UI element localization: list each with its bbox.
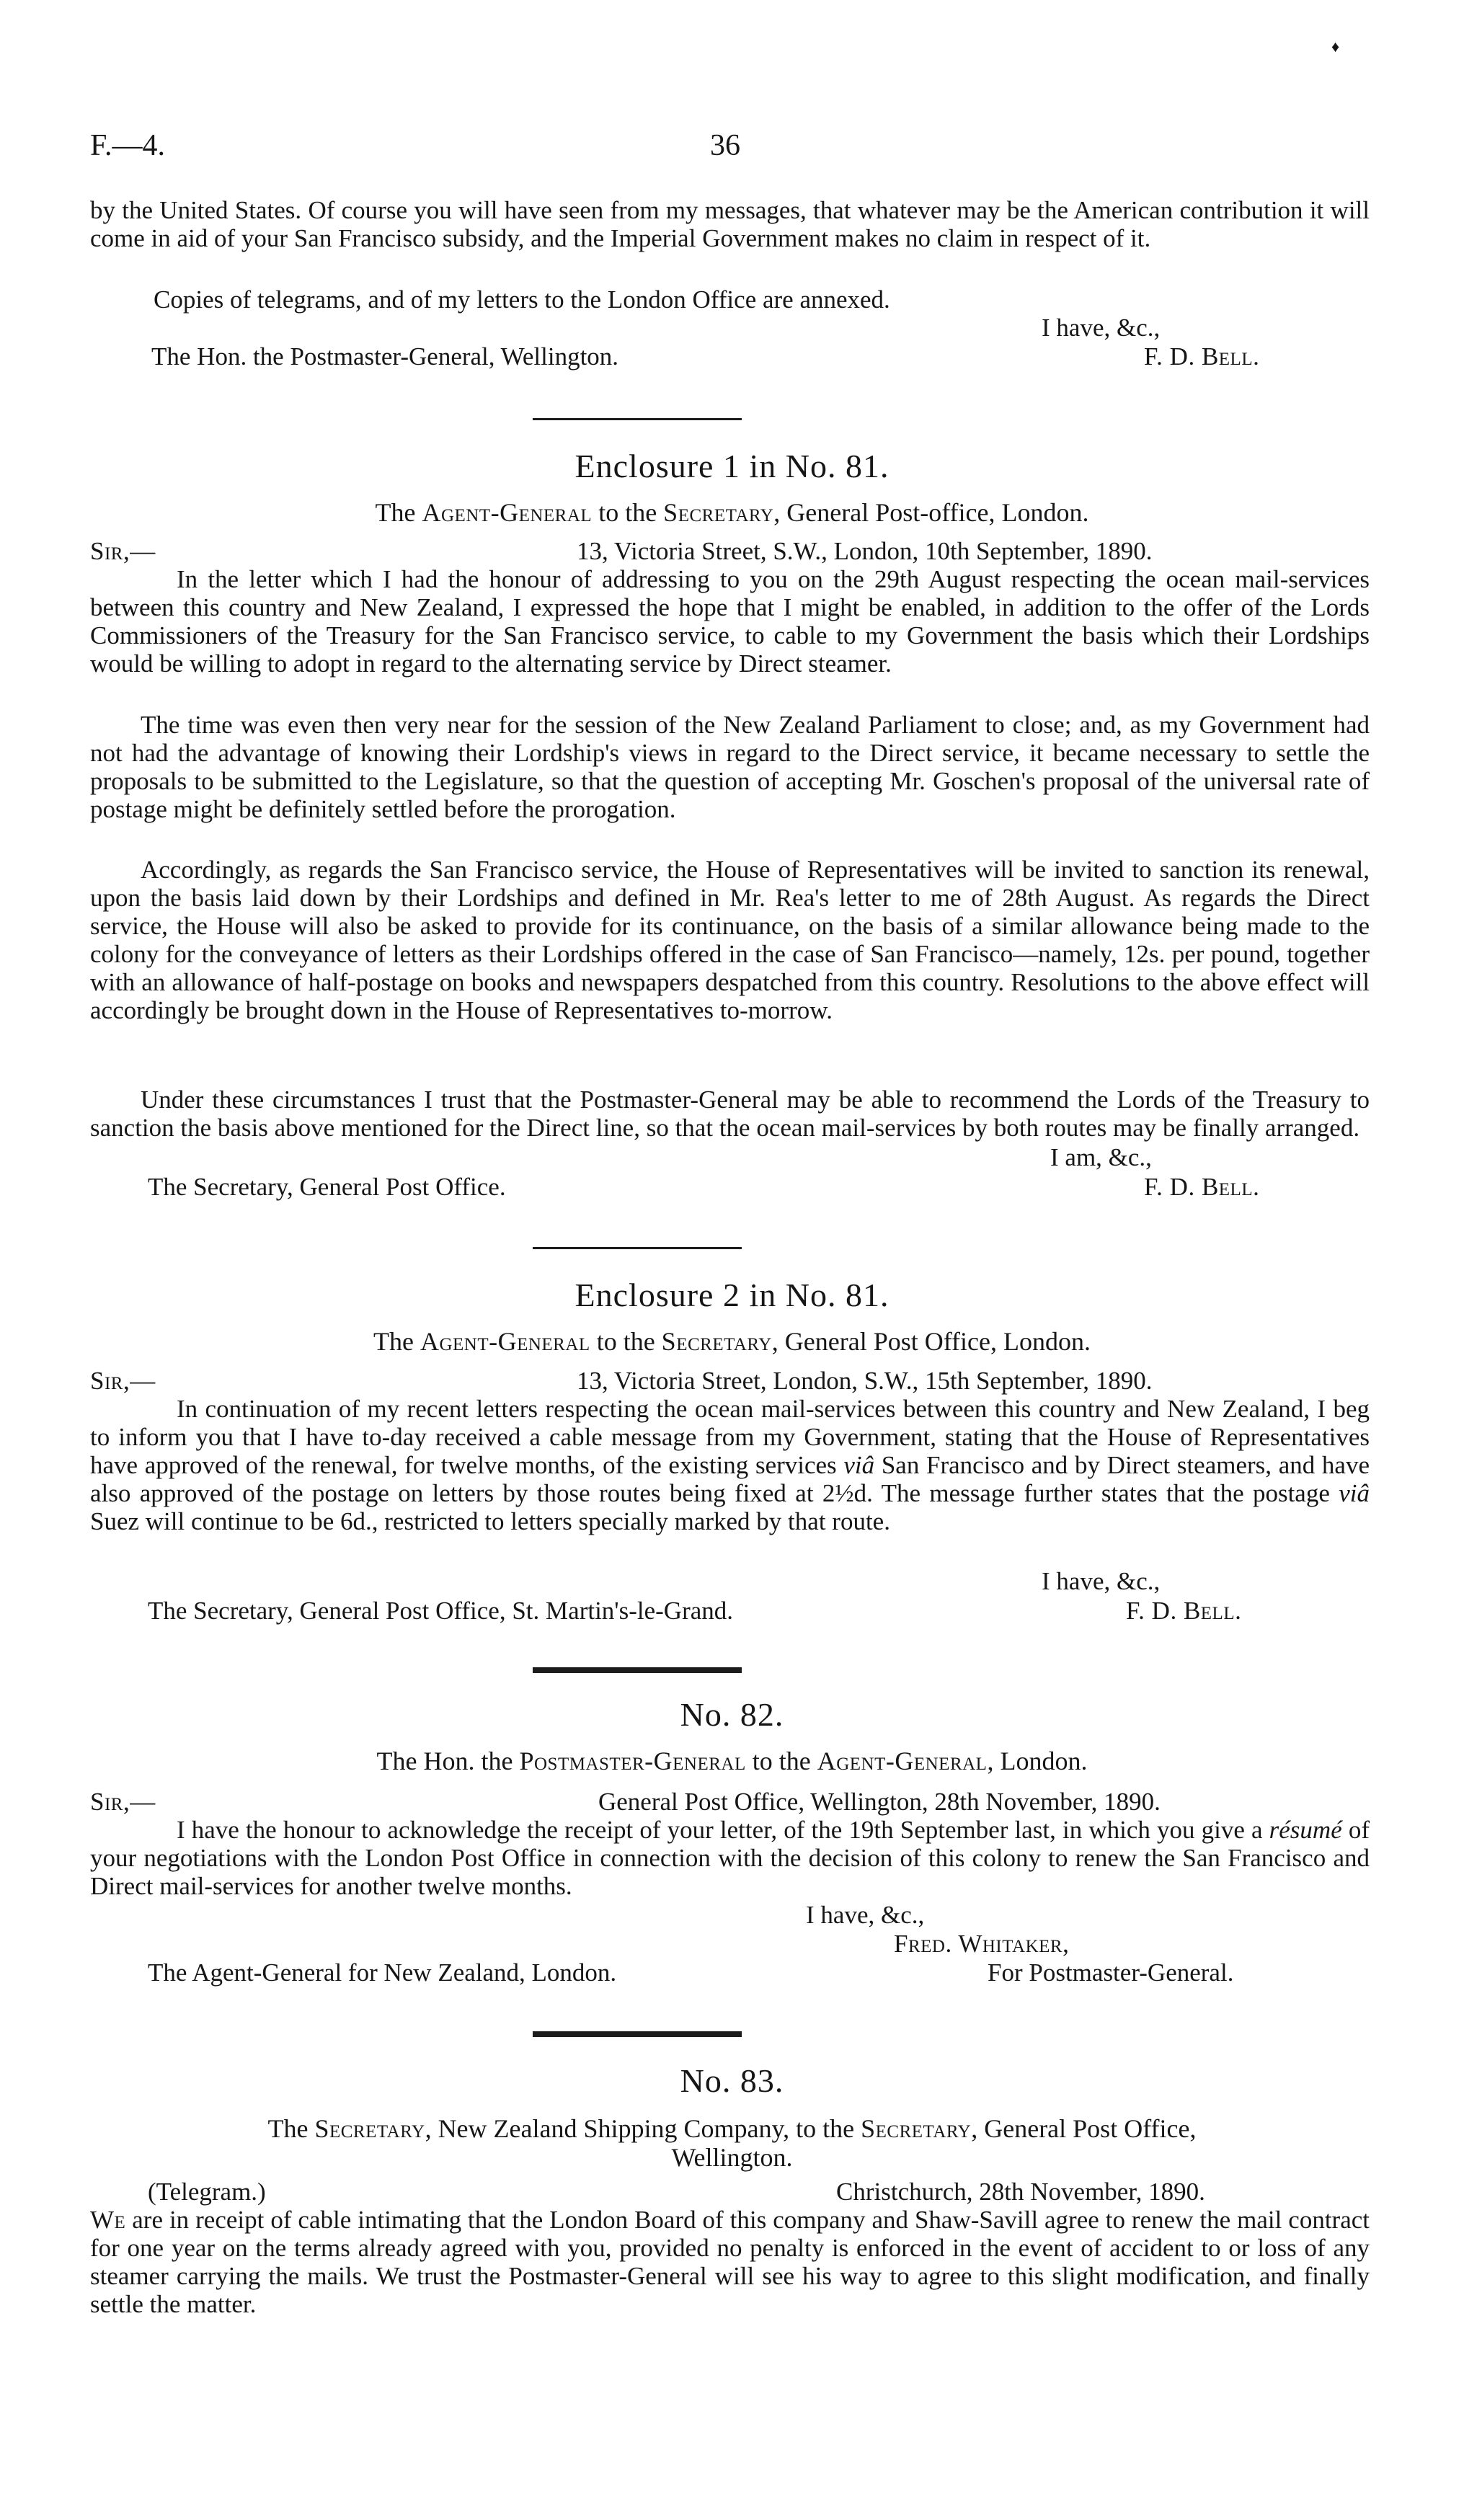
paragraph-text: Suez will continue to be 6d., restricted to letters specially marked by that route.: [90, 1507, 890, 1535]
route-from: Agent-General: [420, 1327, 590, 1356]
no-82-signature: Fred. Whitaker,: [894, 1930, 1070, 1958]
paragraph-initial: We: [90, 2206, 126, 2234]
document-reference: F.—4.: [90, 129, 165, 162]
route-from: Agent-General: [422, 498, 593, 527]
route-prefix: The: [373, 1327, 414, 1356]
enclosure-1-signature: F. D. Bell.: [1144, 1173, 1260, 1201]
route-to: Secretary: [661, 1327, 772, 1356]
no-82-date: General Post Office, Wellington, 28th November, 1890.: [598, 1788, 1161, 1816]
no-83-date: Christchurch, 28th November, 1890.: [836, 2178, 1205, 2206]
route-prefix: The Hon. the: [376, 1747, 513, 1775]
no-83-paragraph-1: [90, 2206, 1370, 2318]
no-82-paragraph-1: [90, 1816, 1370, 1900]
route-to: Secretary: [861, 2114, 972, 2143]
intro-signature: F. D. Bell.: [1144, 342, 1260, 371]
section-divider: [533, 418, 742, 420]
no-83-title: No. 83.: [680, 2062, 784, 2099]
enclosure-1-addressee: The Secretary, General Post Office.: [148, 1173, 506, 1201]
enclosure-2-addressee: The Secretary, General Post Office, St. Martin's-le-Grand.: [148, 1597, 734, 1625]
no-82-signature-role: For Postmaster-General.: [988, 1958, 1234, 1987]
route-to: Agent-General: [817, 1747, 988, 1775]
route-prefix: The: [267, 2114, 309, 2143]
italic-term: viâ: [843, 1451, 875, 1479]
route-to-word: to the: [752, 1747, 811, 1775]
no-82-addressee: The Agent-General for New Zealand, London.: [148, 1958, 617, 1987]
enclosure-2-closing: I have, &c.,: [1042, 1567, 1161, 1595]
enclosure-2-title: Enclosure 2 in No. 81.: [574, 1277, 890, 1313]
italic-term: viâ: [1339, 1479, 1370, 1507]
enclosure-2-signature: F. D. Bell.: [1126, 1597, 1242, 1625]
route-middle: , New Zealand Shipping Company, to the: [425, 2114, 855, 2143]
no-82-route: [0, 1746, 1464, 1776]
intro-annex-note: Copies of telegrams, and of my letters to the London Office are annexed.: [154, 285, 890, 314]
enclosure-2-route: [0, 1326, 1464, 1357]
route-from: Secretary: [314, 2114, 425, 2143]
enclosure-2-salutation: Sir,—: [90, 1367, 156, 1395]
no-82-salutation: Sir,—: [90, 1788, 156, 1816]
enclosure-1-paragraph-4: Under these circumstances I trust that the Postmaster-General may be able to recommend the Lords of the Treasury to sanction the basis above mentioned for the Direct line, so that the ocean mail-services by both routes may be finally arranged.: [90, 1086, 1370, 1142]
paragraph-text: San Francisco and by Direct steamers, and have also approved of the postage on letters by those routes being fixed at 2½d. The message further states that the postage: [90, 1451, 1370, 1507]
enclosure-1-title: Enclosure 1 in No. 81.: [574, 448, 890, 484]
enclosure-1-route: [0, 497, 1464, 528]
route-from: Postmaster-General: [519, 1747, 746, 1775]
no-83-route-line-2: Wellington.: [671, 2143, 793, 2172]
enclosure-1-paragraph-1: In the letter which I had the honour of addressing to you on the 29th August respecting the ocean mail-services between this country and New Zealand, I expressed the hope that I might be enabled, in addition to the offer of the Lords Commissioners of the Treasury for the San Francisco service, to cable to my Government the basis which their Lordships would be willing to adopt in regard to the alternating service by Direct steamer.: [90, 565, 1370, 678]
no-82-title: No. 82.: [680, 1696, 784, 1733]
intro-closing: I have, &c.,: [1042, 314, 1161, 342]
intro-addressee: The Hon. the Postmaster-General, Wellington.: [151, 342, 619, 371]
enclosure-1-paragraph-2: The time was even then very near for the session of the New Zealand Parliament to close; and, as my Government had not had the advantage of knowing their Lordship's views in regard to the Direct service, it became necessary to settle the proposals to be submitted to the Legislature, so that the question of accepting Mr. Goschen's proposal of the universal rate of postage might be definitely settled before the prorogation.: [90, 711, 1370, 823]
paragraph-text: I have the honour to acknowledge the receipt of your letter, of the 19th September last, in which you give a: [177, 1816, 1269, 1844]
route-suffix: , General Post Office,: [971, 2114, 1197, 2143]
enclosure-1-date: 13, Victoria Street, S.W., London, 10th September, 1890.: [577, 537, 1153, 565]
route-to-word: to the: [598, 498, 657, 527]
no-82-closing: I have, &c.,: [806, 1901, 925, 1929]
route-suffix: , London.: [987, 1747, 1088, 1775]
route-to: Secretary: [663, 498, 774, 527]
italic-term: résumé: [1269, 1816, 1342, 1844]
paragraph-text: In continuation of my recent letters respecting the ocean mail-services between this country and New Zealand, I beg to inform you that I have to-day received a cable message from my Government, stating that the House of Representatives have approved of the renewal, for twelve months, of the existing services: [90, 1395, 1370, 1479]
route-prefix: The: [375, 498, 416, 527]
no-83-telegram-label: (Telegram.): [148, 2178, 266, 2206]
route-to-word: to the: [596, 1327, 655, 1356]
paragraph-text: of your negotiations with the London Post Office in connection with the decision of this colony to renew the San Francisco and Direct mail-services for another twelve months.: [90, 1816, 1370, 1900]
route-suffix: , General Post Office, London.: [771, 1327, 1091, 1356]
page-number: 36: [710, 129, 740, 162]
intro-paragraph: by the United States. Of course you will have seen from my messages, that whatever may be the American contribution it will come in aid of your San Francisco subsidy, and the Imperial Government makes no claim in respect of it.: [90, 196, 1370, 252]
corner-mark: ♦: [1331, 37, 1340, 56]
paragraph-text: are in receipt of cable intimating that the London Board of this company and Shaw-Savill agree to renew the mail contract for one year on the terms already agreed with you, provided no penalty is enforced in the event of accident to or loss of any steamer carrying the mails. We trust the Postmaster-General will see his way to agree to this slight modification, and finally settle the matter.: [90, 2206, 1370, 2318]
section-divider-bold: [533, 1667, 742, 1673]
section-divider-bold: [533, 2031, 742, 2037]
enclosure-2-paragraph-1: [90, 1395, 1370, 1535]
enclosure-2-date: 13, Victoria Street, London, S.W., 15th September, 1890.: [577, 1367, 1153, 1395]
section-divider: [533, 1247, 742, 1249]
no-83-route: [0, 2113, 1464, 2144]
route-suffix: , General Post-office, London.: [773, 498, 1089, 527]
enclosure-1-closing: I am, &c.,: [1050, 1143, 1152, 1171]
enclosure-1-paragraph-3: Accordingly, as regards the San Francisco service, the House of Representatives will be invited to sanction its renewal, upon the basis laid down by their Lordships and defined in Mr. Rea's letter to me of 28th August. As regards the Direct service, the House will also be asked to provide for its continuance, on the basis of a similar allowance being made to the colony for the conveyance of letters as their Lordships offered in the case of San Francisco—namely, 12s. per pound, together with an allowance of half-postage on books and newspapers despatched from this country. Resolutions to the above effect will accordingly be brought down in the House of Representatives to-morrow.: [90, 856, 1370, 1024]
enclosure-1-salutation: Sir,—: [90, 537, 156, 565]
